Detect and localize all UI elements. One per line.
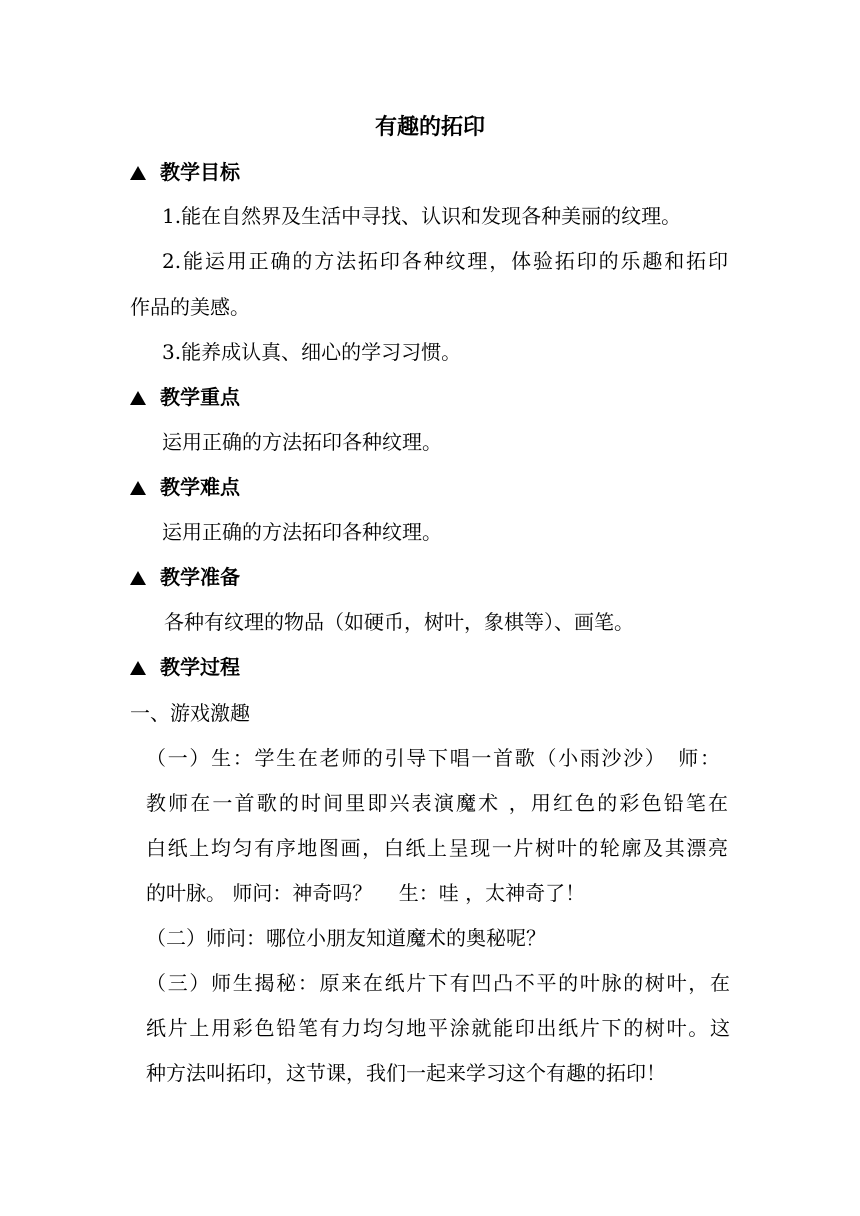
difficulties-text: 运用正确的方法拓印各种纹理。 — [162, 520, 442, 544]
heading-preparation — [130, 562, 240, 592]
goal-item-2-line-2: 作品的美感。 — [130, 295, 250, 319]
triangle-bullet-icon — [130, 481, 146, 495]
process-step-2: （二）师问：哪位小朋友知道魔术的奥秘呢？ — [146, 926, 546, 950]
preparation-text: 各种有纹理的物品（如硬币，树叶，象棋等）、画笔。 — [164, 610, 634, 634]
process-step-3-line-1: （三）师生揭秘：原来在纸片下有凹凸不平的叶脉的树叶，在 — [146, 971, 730, 995]
heading-difficulties-text: 教学难点 — [160, 475, 240, 499]
triangle-bullet-icon — [130, 391, 146, 405]
heading-key-points-text: 教学重点 — [160, 385, 240, 409]
heading-preparation-text: 教学准备 — [160, 565, 240, 589]
process-step-1-line-1: （一）生：学生在老师的引导下唱一首歌（小雨沙沙） 师： — [146, 746, 720, 770]
process-step-1-line-3: 白纸上均匀有序地图画，白纸上呈现一片树叶的轮廓及其漂亮 — [146, 836, 728, 860]
heading-key-points — [130, 382, 240, 412]
process-step-3-line-3: 种方法叫拓印，这节课，我们一起来学习这个有趣的拓印！ — [146, 1061, 666, 1085]
triangle-bullet-icon — [130, 166, 146, 180]
goal-item-3: 3.能养成认真、细心的学习习惯。 — [162, 340, 462, 364]
heading-difficulties — [130, 472, 240, 502]
triangle-bullet-icon — [130, 571, 146, 585]
process-step-1-line-2: 教师在一首歌的时间里即兴表演魔术 ，用红色的彩色铅笔在 — [146, 791, 728, 815]
heading-process-text: 教学过程 — [160, 655, 240, 679]
triangle-bullet-icon — [130, 661, 146, 675]
heading-process — [130, 652, 240, 682]
heading-goals — [130, 157, 240, 187]
process-step-3-line-2: 纸片上用彩色铅笔有力均匀地平涂就能印出纸片下的树叶。这 — [146, 1016, 730, 1040]
heading-goals-text: 教学目标 — [160, 160, 240, 184]
process-step-1-line-4: 的叶脉。 师问：神奇吗？ 生：哇 ，太神奇了！ — [146, 881, 586, 905]
key-points-text: 运用正确的方法拓印各种纹理。 — [162, 430, 442, 454]
goal-item-2-line-1: 2.能运用正确的方法拓印各种纹理，体验拓印的乐趣和拓印 — [162, 249, 728, 273]
goal-item-1: 1.能在自然界及生活中寻找、认识和发现各种美丽的纹理。 — [162, 204, 682, 228]
document-title: 有趣的拓印 — [374, 115, 485, 140]
process-part-1-title: 一、游戏激趣 — [130, 701, 250, 725]
